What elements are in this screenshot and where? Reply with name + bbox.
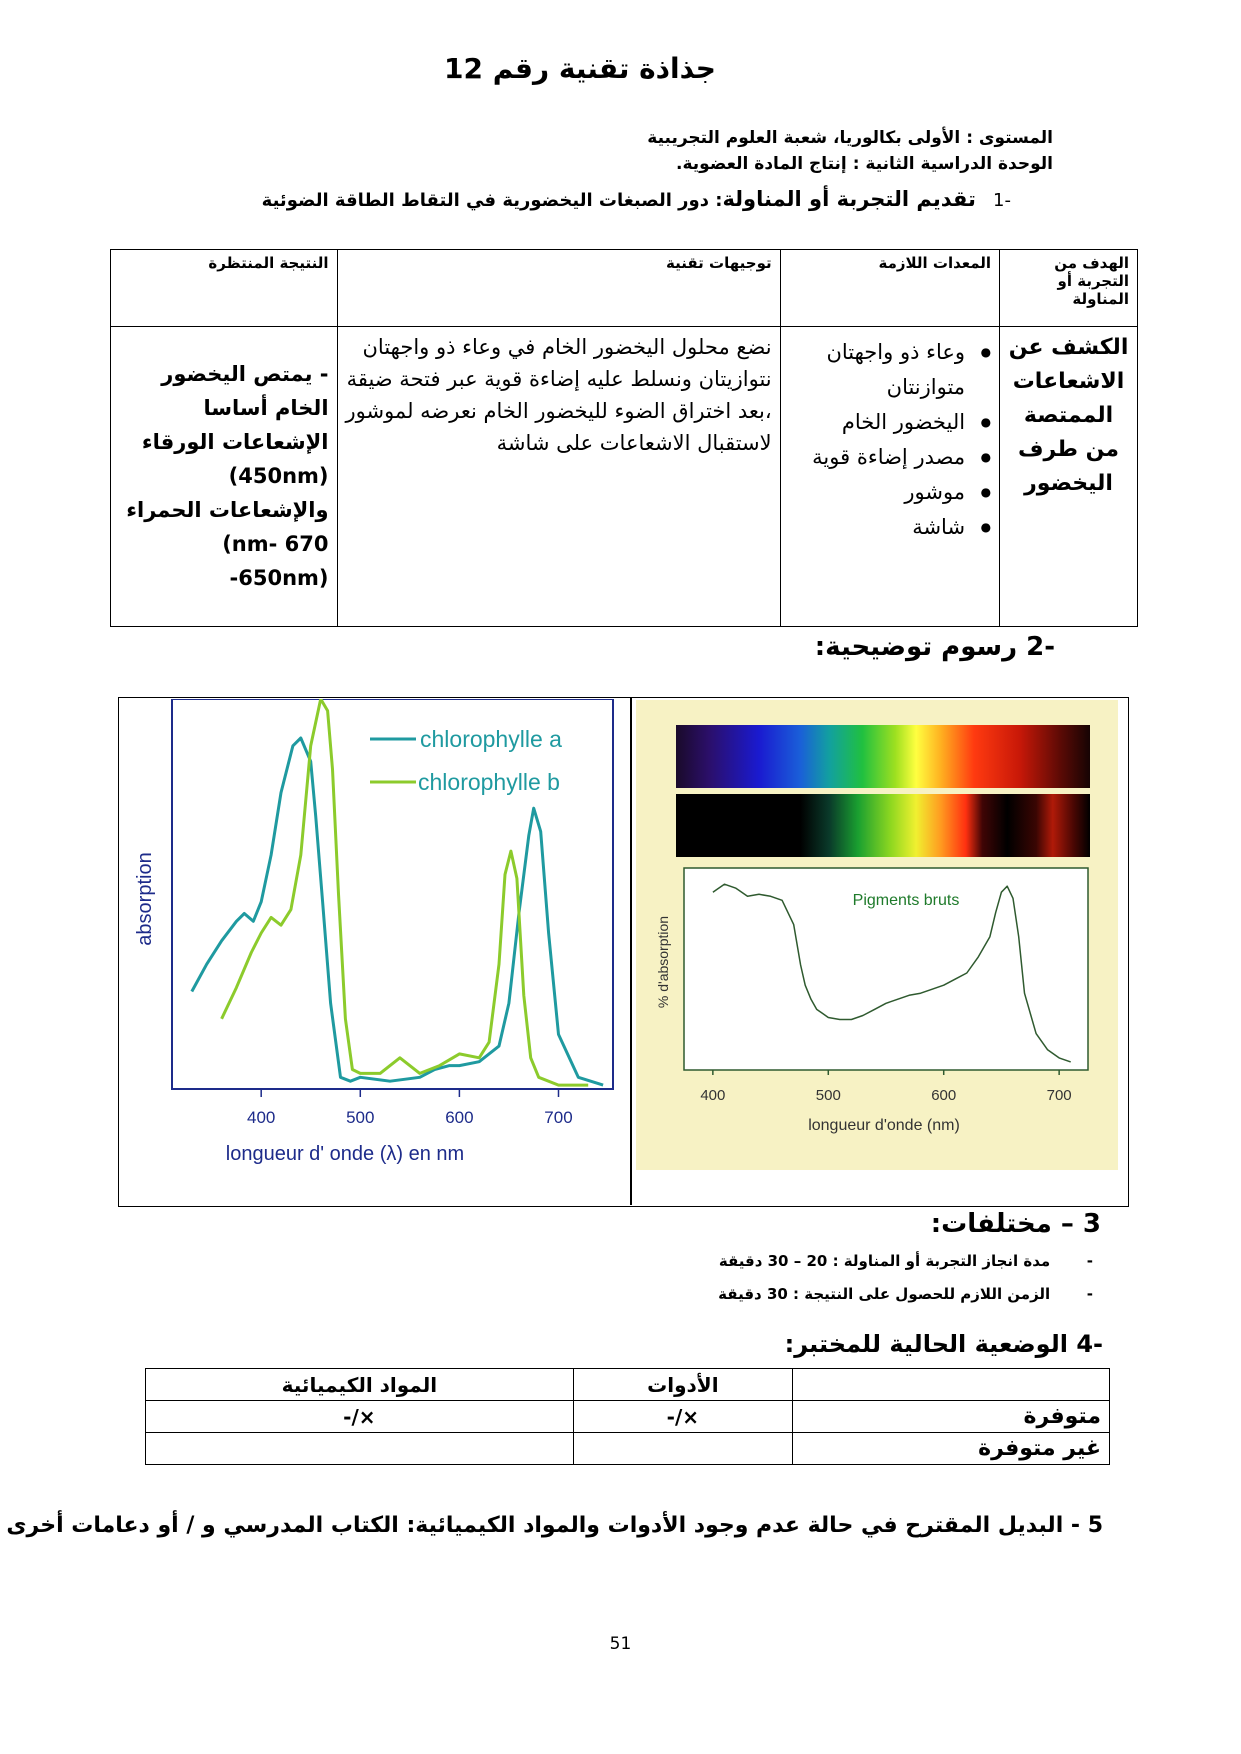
section1-title: تقديم التجربة أو المناولة: [722, 187, 976, 211]
page-number: 51: [609, 1634, 632, 1654]
level-label: المستوى :: [966, 128, 1053, 148]
absorption-spectrum: [676, 794, 1090, 857]
legend-label-chlorophylle-b: chlorophylle b: [418, 769, 560, 795]
available-chemicals: ×/-: [146, 1401, 574, 1433]
result-time-label: الزمن اللازم للحصول على النتيجة :: [793, 1285, 1051, 1303]
section1-subject: : دور الصبغات اليخضورية في التقاط الطاقة الضوئية: [261, 190, 723, 211]
equipment-list: [789, 335, 991, 545]
header-result: النتيجة المنتظرة: [111, 250, 338, 327]
technical-sheet-table: [110, 249, 1138, 627]
result-line: - يمتص اليخضور: [161, 362, 329, 386]
header-equipment: المعدات اللازمة: [780, 250, 999, 327]
result-line: الإشعاعات الورقاء: [141, 430, 329, 454]
list-item: ● شاشة: [789, 510, 965, 545]
x-axis-label: longueur d' onde (λ) en nm: [225, 1143, 465, 1165]
result-time-value: 30 دقيقة: [718, 1285, 788, 1303]
table-row: [146, 1433, 1110, 1465]
figure-divider: [630, 697, 632, 1205]
goal-cell: الكشف عن الاشعاعات الممتصة من طرف اليخضور: [1000, 327, 1138, 627]
section1-number: -1: [993, 190, 1011, 211]
chart-title: Pigments bruts: [852, 892, 960, 909]
x-tick-label: 700: [544, 1108, 573, 1127]
bullet-dash: -: [1086, 1252, 1093, 1270]
section4-title: -4 الوضعية الحالية للمختبر:: [784, 1330, 1103, 1358]
section1-line: [262, 187, 1011, 211]
result-line: 670 -nm): [222, 532, 329, 556]
col-chemicals: المواد الكيميائية: [146, 1369, 574, 1401]
list-item: ● موشور: [789, 475, 965, 510]
chlorophyll-absorption-chart: [120, 699, 628, 1203]
result-line: (450nm): [228, 464, 329, 488]
table-row: [146, 1401, 1110, 1433]
y-axis-label: % d'absorption: [655, 915, 671, 1009]
x-tick-label: 600: [445, 1108, 474, 1127]
unavailable-tools: [573, 1433, 792, 1465]
section3-title: 3 – مختلفات:: [930, 1209, 1101, 1239]
list-item: ● وعاء ذو واجهتان متوازنتان: [789, 335, 965, 405]
result-line: الخام أساسا: [203, 396, 329, 420]
table-header-row: [111, 250, 1138, 327]
unavailable-chemicals: [146, 1433, 574, 1465]
x-tick-label: 600: [931, 1087, 957, 1104]
header-goal: الهدف من التجربة أو المناولة: [1000, 250, 1138, 327]
empty-cell: [793, 1369, 1110, 1401]
x-tick-label: 400: [247, 1108, 276, 1127]
bullet-dash: -: [1086, 1285, 1093, 1303]
white-light-spectrum: [676, 725, 1090, 788]
unit-label: الوحدة الدراسية الثانية :: [852, 154, 1053, 174]
row-unavailable: غير متوفرة: [793, 1433, 1110, 1465]
x-tick-label: 500: [346, 1108, 375, 1127]
table-row: [146, 1369, 1110, 1401]
level-line: [647, 128, 1053, 148]
result-cell: [111, 327, 338, 627]
col-tools: الأدوات: [573, 1369, 792, 1401]
result-time-line: [718, 1285, 1093, 1303]
x-axis-label: longueur d'onde (nm): [808, 1117, 960, 1134]
row-available: متوفرة: [793, 1401, 1110, 1433]
result-line: (650nm-: [229, 566, 329, 590]
equipment-cell: [780, 327, 999, 627]
list-item: ● اليخضور الخام: [789, 405, 965, 440]
unit-line: [676, 154, 1053, 174]
x-tick-label: 500: [815, 1087, 841, 1104]
available-tools: ×/-: [573, 1401, 792, 1433]
section2-title: -2 رسوم توضيحية:: [814, 632, 1055, 662]
table-content-row: [111, 327, 1138, 627]
lab-status-table: [145, 1368, 1110, 1465]
list-item: ● مصدر إضاءة قوية: [789, 440, 965, 475]
spectra-figure: [636, 700, 1118, 1170]
level-value: الأولى بكالوريا، شعبة العلوم التجريبية: [647, 128, 961, 148]
header-directions: توجيهات تقنية: [337, 250, 780, 327]
section5-alternative: 5 - البديل المقترح في حالة عدم وجود الأدوات والمواد الكيميائية: الكتاب المدرسي و / أو دعامات أخرى: [6, 1513, 1103, 1538]
y-axis-label: absorption: [134, 852, 156, 946]
duration-value: 20 – 30 دقيقة: [718, 1252, 828, 1270]
legend-label-chlorophylle-a: chlorophylle a: [420, 726, 562, 752]
page-title: جذاذة تقنية رقم 12: [444, 52, 716, 85]
unit-value: إنتاج المادة العضوية.: [676, 154, 847, 174]
duration-line: [719, 1252, 1093, 1270]
x-tick-label: 400: [700, 1087, 726, 1104]
directions-cell: نضع محلول اليخضور الخام في وعاء ذو واجهتان نتوازيتان ونسلط عليه إضاءة قوية عبر فتحة ضيقة ،بعد اختراق الضوء لليخضور الخام نعرضه لموشور لاستقبال الاشعاعات على شاشة: [337, 327, 780, 627]
result-line: والإشعاعات الحمراء: [126, 498, 329, 522]
duration-label: مدة انجاز التجربة أو المناولة :: [832, 1252, 1051, 1270]
x-tick-label: 700: [1046, 1087, 1072, 1104]
